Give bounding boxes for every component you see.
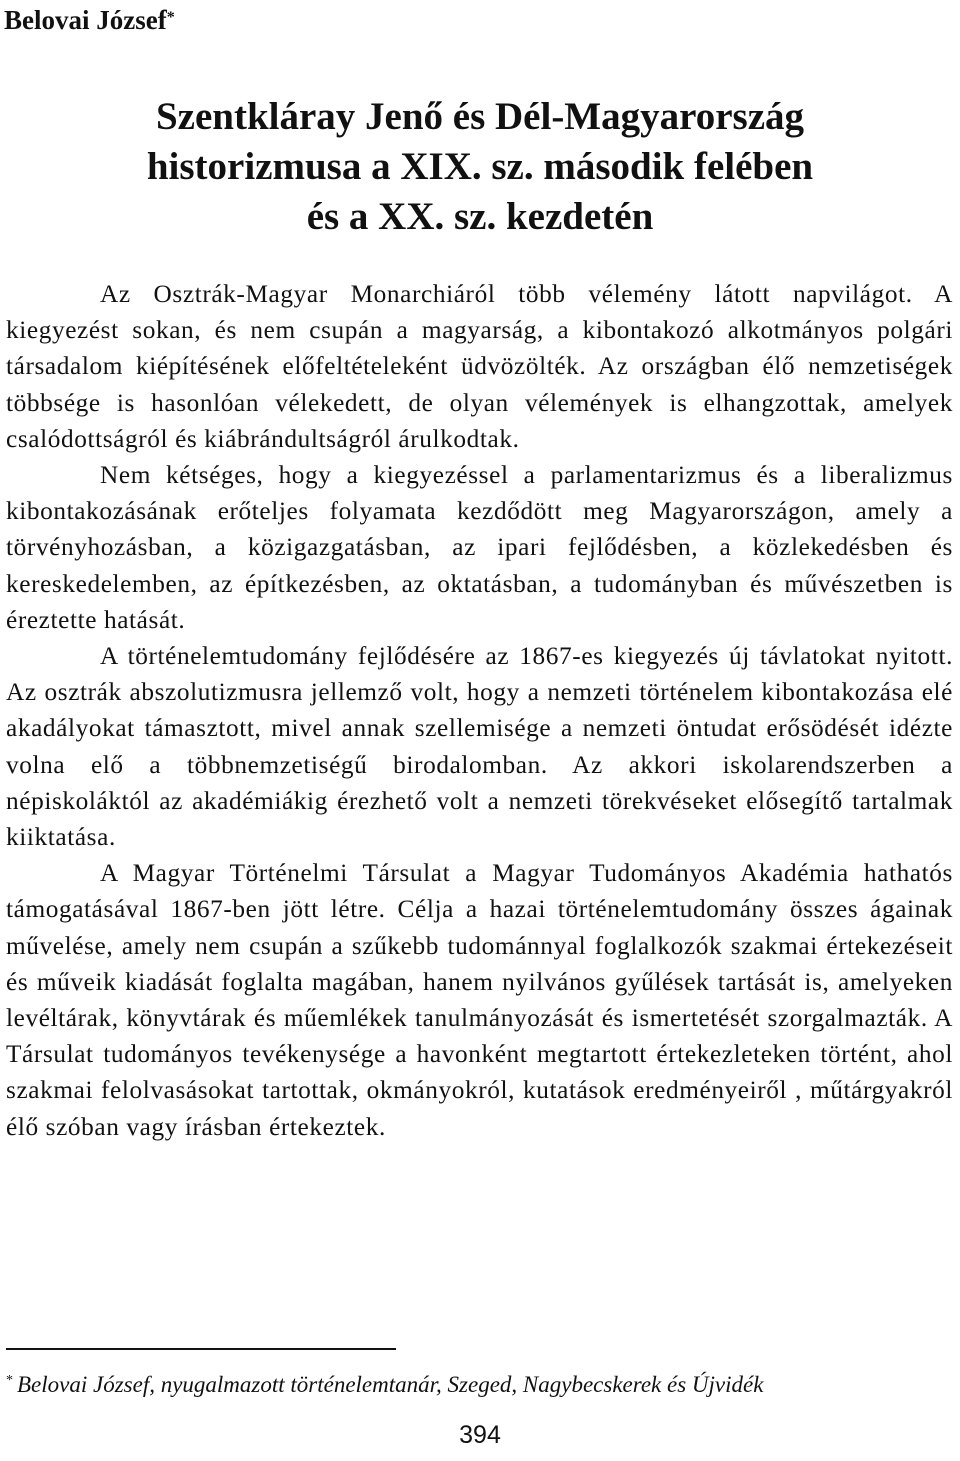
footnote-divider bbox=[6, 1348, 396, 1350]
footnote-text: Belovai József, nyugalmazott történelemtanár, Szeged, Nagybecskerek és Újvidék bbox=[17, 1372, 764, 1397]
paragraph-3: A történelemtudomány fejlődésére az 1867-es kiegyezés új távlatokat nyitott. Az osztrák abszolutizmusra jellemző volt, hogy a nemzeti történelem kibontakozása elé akadályokat támasztott, mivel annak szellemisége a nemzeti öntudat erősödését idézte volna elő a többnemzetiségű birodalomban. Az akkori iskolarendszerben a népiskoláktól az akadémiákig érezhető volt a nemzeti törekvéseket elősegítő tartalmak kiiktatása. bbox=[6, 642, 953, 852]
paragraph-4: A Magyar Történelmi Társulat a Magyar Tudományos Akadémia hathatós támogatásával 1867-ben jött létre. Célja a hazai történelemtudomány összes ágainak művelése, amely nem csupán a szűkebb tudománnyal foglalkozók szakmai értekezéseit és műveik kiadását foglalta magában, hanem nyilvános gyűlések tartását is, amelyeken levéltárak, könyvtárak és műemlékek tanulmányozását és ismertetését szorgalmazták. A Társulat tudományos tevékenysége a havonként megtartott értekezleteken történt, ahol szakmai felolvasásokat tartottak, okmányokról, kutatások eredményeiről , műtárgyakról élő szóban vagy írásban értekeztek. bbox=[6, 859, 953, 1141]
paragraph-2: Nem kétséges, hogy a kiegyezéssel a parlamentarizmus és a liberalizmus kibontakozásának erőteljes folyamata kezdődött meg Magyarországon, amely a törvényhozásban, a közigazgatásban, az ipari fejlődésben, a közlekedésben és kereskedelemben, az építkezésben, az oktatásban, a tudományban és művészetben is éreztette hatását. bbox=[6, 461, 953, 634]
paragraph-1: Az Osztrák-Magyar Monarchiáról több vélemény látott napvilágot. A kiegyezést sokan, és nem csupán a magyarság, a kibontakozó alkotmányos polgári társadalom kiépítésének előfeltételeként üdvözölték. Az országban élő nemzetiségek többsége is hasonlóan vélekedett, de olyan vélemények is elhangzottak, amelyek csalódottságról és kiábrándultságról árulkodtak. bbox=[6, 280, 953, 453]
footnote-marker: * bbox=[6, 1373, 13, 1388]
title-line-1: Szentkláray Jenő és Dél-Magyarország bbox=[155, 95, 805, 138]
footnote-reference[interactable]: * bbox=[166, 9, 175, 26]
article-title bbox=[80, 92, 880, 242]
author-name: Belovai József bbox=[4, 5, 167, 35]
author-header bbox=[4, 4, 175, 36]
title-line-3: és a XX. sz. kezdetén bbox=[306, 195, 654, 238]
article-body bbox=[6, 276, 953, 1145]
page-number: 394 bbox=[459, 1421, 501, 1449]
title-line-2: historizmusa a XIX. sz. második felében bbox=[146, 145, 814, 188]
footnote bbox=[6, 1370, 763, 1400]
